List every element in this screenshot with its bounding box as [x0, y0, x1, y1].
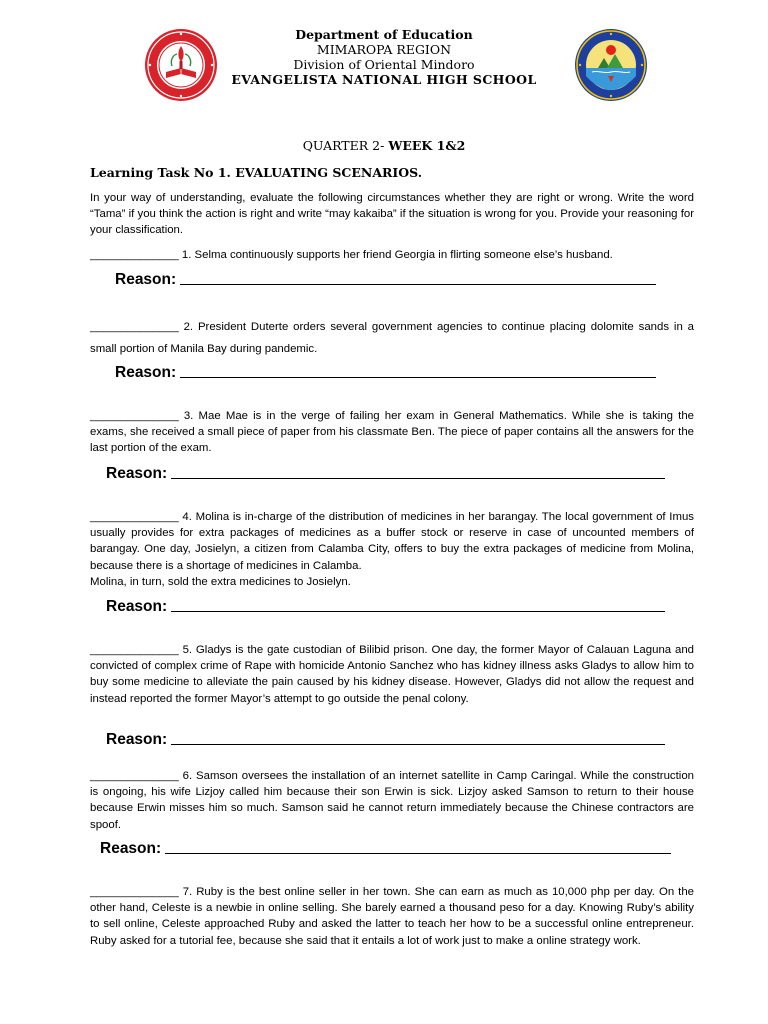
scenario-item-2: ______________ 2. President Duterte orders several government agencies to continue placing dolomite sands in a small portion of Manila Bay during pandemic. [90, 321, 694, 355]
reason-line-3 [106, 465, 665, 483]
reason-line-1 [115, 271, 656, 289]
scenario-item-7: ______________ 7. Ruby is the best online seller in her town. She can earn as much as 10,000 php per day. On the other hand, Celeste is a newbie in online selling. She barely earned a thousand peso for a day. Knowing Ruby’s ability to sell online, Celeste approached Ruby and asked the latter to teach her how to be a successful online entrepreneur. Ruby asked for a tutorial fee, because she said that it entails a lot of work just to make a online strategy work. [90, 886, 694, 947]
scenario-item-3: ______________ 3. Mae Mae is in the verge of failing her exam in General Mathematics. While she is taking the exams, she received a small piece of paper from his classmate Ben. The piece of paper contains all the answers for the last portion of the exam. [90, 410, 694, 455]
scenario-item-5: ______________ 5. Gladys is the gate custodian of Bilibid prison. One day, the former Mayor of Calauan Laguna and convicted of complex crime of Rape with homicide Antonio Sanchez who has kidney illness asks Gladys to allow him to buy some medicine to alleviate the pain caused by his kidney disease. However, Gladys did not allow the request and instead reported the former Mayor’s attempt to go outside the penal colony. [90, 644, 694, 705]
quarter-label: QUARTER 2- [302, 138, 389, 153]
scenario-item-4-extra: Molina, in turn, sold the extra medicines to Josielyn. [90, 575, 351, 588]
reason-label: Reason: [106, 731, 168, 748]
scenario-item-4 [90, 509, 694, 590]
week-label: WEEK 1&2 [388, 138, 466, 153]
answer-line[interactable] [171, 478, 665, 479]
scenario-item-1: ______________ 1. Selma continuously supports her friend Georgia in flirting someone else’s husband. [90, 249, 613, 261]
region-name: MIMAROPA REGION [316, 42, 452, 57]
scenario-item-6: ______________ 6. Samson oversees the installation of an internet satellite in Camp Caringal. While the construction is ongoing, his wife Lizjoy called him because their son Erwin is sick. Lizjoy asked Samson to return to their house because Erwin misses him so much. Samson said he cannot return immediately because the Chinese contractors are spoof. [90, 770, 694, 831]
reason-label: Reason: [115, 364, 177, 381]
answer-line[interactable] [180, 284, 656, 285]
reason-label: Reason: [100, 840, 162, 857]
reason-line-2 [115, 364, 656, 382]
answer-line[interactable] [165, 853, 671, 854]
reason-label: Reason: [106, 598, 168, 615]
letterhead [0, 28, 768, 87]
reason-line-5 [106, 731, 665, 749]
answer-line[interactable] [171, 611, 665, 612]
division-name: Division of Oriental Mindoro [293, 57, 475, 72]
reason-label: Reason: [106, 465, 168, 482]
quarter-heading [0, 138, 768, 153]
department-name: Department of Education [295, 27, 473, 42]
instructions: In your way of understanding, evaluate the following circumstances whether they are right or wrong. Write the word “Tama” if you think the action is right and write “may kakaiba” if the situation is wrong for you. Provide your reasoning for your classification. [90, 192, 694, 237]
task-title: Learning Task No 1. EVALUATING SCENARIOS. [90, 165, 423, 180]
school-name: EVANGELISTA NATIONAL HIGH SCHOOL [231, 72, 537, 87]
reason-line-6 [100, 840, 671, 858]
reason-line-4 [106, 598, 665, 616]
answer-line[interactable] [171, 744, 665, 745]
scenario-item-4-text: ______________ 4. Molina is in-charge of the distribution of medicines in her barangay. The local government of Imus usually provides for extra packages of medicines as a buffer stock or reserve in case of uncounted members of barangay. One day, Josielyn, a citizen from Calamba City, offers to buy the extra packages of medicine from Molina, because there is a shortage of medicines in Calamba. [90, 511, 694, 572]
reason-label: Reason: [115, 271, 177, 288]
answer-line[interactable] [180, 377, 656, 378]
